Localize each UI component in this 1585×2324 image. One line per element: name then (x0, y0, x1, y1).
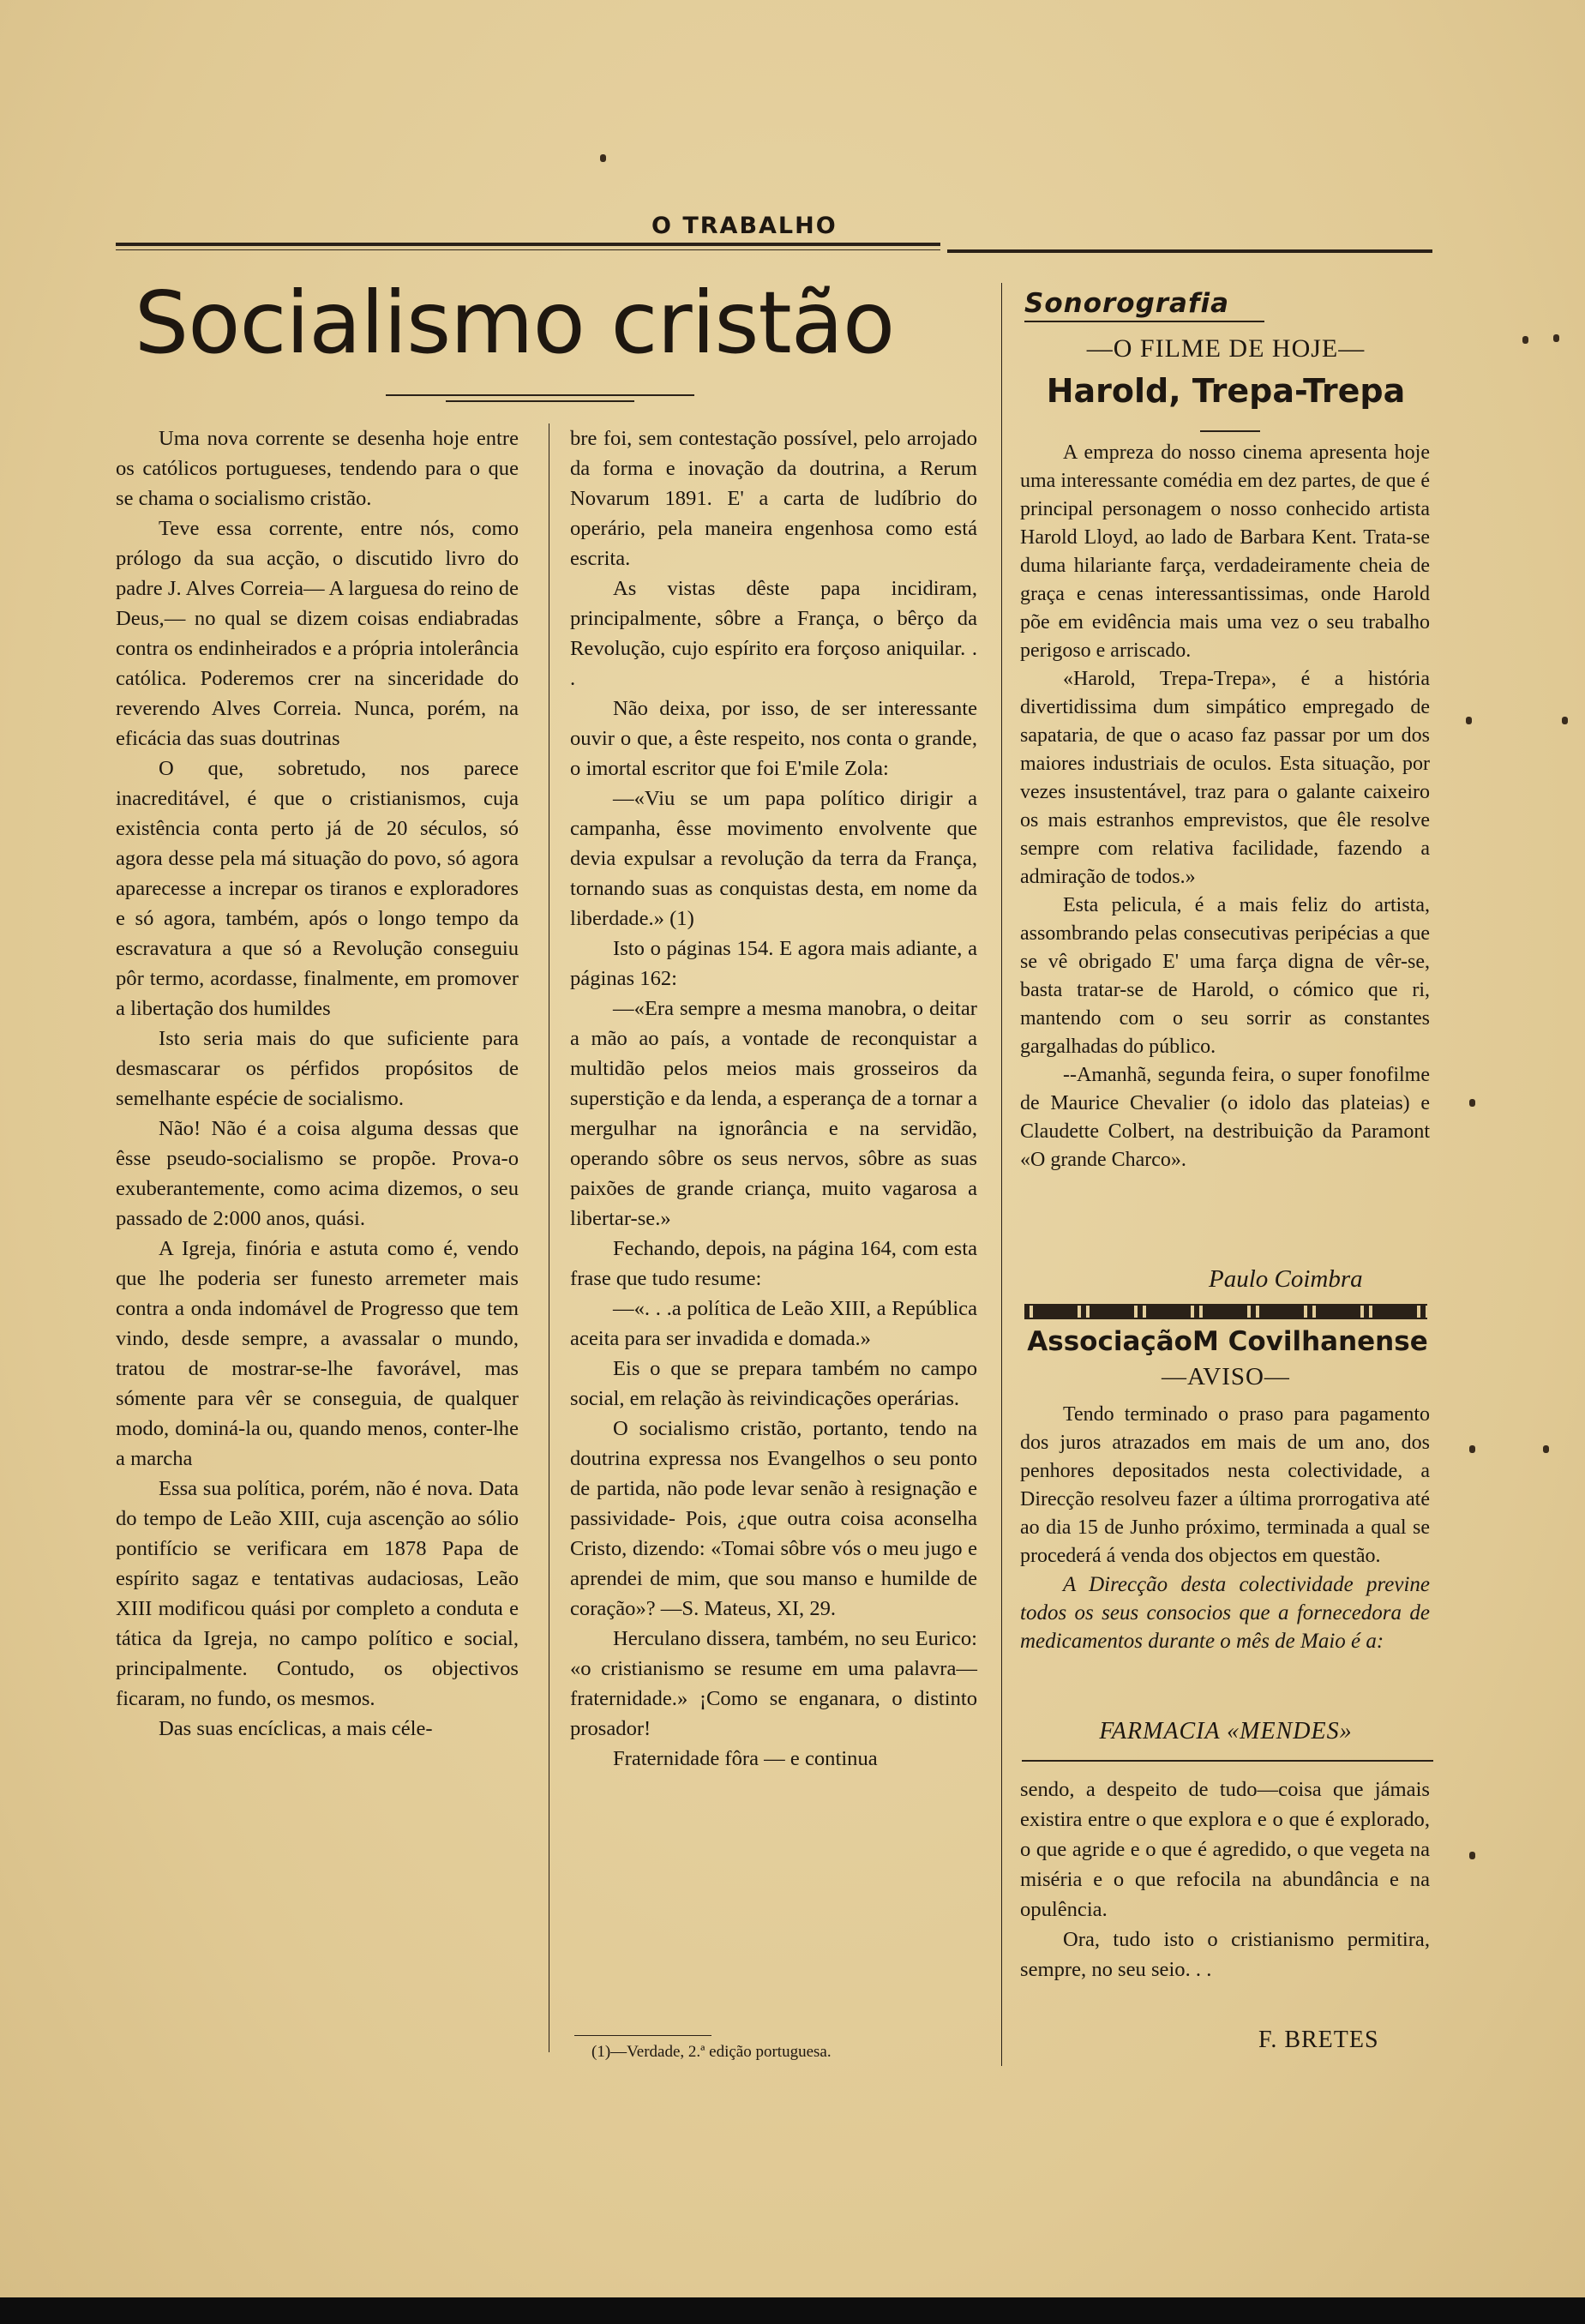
paragraph: Não deixa, por isso, de ser interessante ouvir o que, a êste respeito, nos conta o grande, o imortal escritor que foi E'mile Zola: (570, 697, 977, 780)
paragraph: Teve essa corrente, entre nós, como prólogo da sua acção, o discutido livro do padre J. Alves Correia— A larguesa do reino de Deus,— no qual se dizem coisas endiabradas contra os endinheirados e a própria intolerância católica. Poderemos crer na sinceridade do reverendo Alves Correia. Nunca, porém, na eficácia das suas doutrinas (116, 517, 519, 750)
paragraph: Isto o páginas 154. E agora mais adiante, a páginas 162: (570, 937, 977, 990)
footnote-rule (574, 2035, 711, 2036)
article-column-1 (116, 423, 519, 1744)
quote-paragraph: —«. . .a política de Leão XIII, a República aceita para ser invadida e domada.» (570, 1297, 977, 1350)
section-title: Sonorografia (1024, 288, 1230, 319)
header-rule-right (947, 249, 1432, 253)
paragraph: As vistas dêste papa incidiram, principalmente, sôbre a França, o bêrço da Revolução, cujo espírito era forçoso aniquilar. . . (570, 577, 977, 690)
paragraph: Isto seria mais do que suficiente para desmascarar os pérfidos propósitos de semelhante espécie de socialismo. (116, 1027, 519, 1110)
paragraph: O que, sobretudo, nos parece inacreditável, é que o cristianismos, cuja existência conta perto já de 20 séculos, só agora desse pela má situação do povo, só agora aparecesse a increpar os tiranos e exploradores e só agora, também, após o longo tempo da escravatura a que só a Revolução conseguiu pôr termo, acordasse, finalmente, em promover a libertação dos humildes (116, 757, 519, 1020)
pharmacy-name: FARMACIA «MENDES» (1099, 1718, 1353, 1745)
paragraph: --Amanhã, segunda feira, o super fonofilme de Maurice Chevalier (o idolo das plateias) e Claudette Colbert, na destribuição da Paramont «O grande Charco». (1020, 1064, 1430, 1171)
headline-rule-short (446, 400, 634, 402)
headline-rule (386, 394, 694, 396)
paragraph: O socialismo cristão, portanto, tendo na doutrina expressa nos Evangelhos o seu ponto de partida, não pode levar senão à resignação e passividade- Pois, ¿que outra coisa aconselha Cristo, dizendo: «Tomai sôbre vós o meu jugo e aprendei de mim, que sou manso e humilde de coração»? —S. Mateus, XI, 29. (570, 1417, 977, 1620)
article-column-3 (1020, 1775, 1430, 1985)
ink-speck (600, 154, 606, 162)
paragraph: Esta pelicula, é a mais feliz do artista, assombrando pelas consecutivas peripécias a que se vê obrigado E' uma farça digna de vêr-se, basta tratar-se de Harold, o cómico que ri, mantendo com o seu sorrir as constantes gargalhadas do público. (1020, 894, 1430, 1058)
ink-speck (1543, 1445, 1549, 1453)
paragraph: A empreza do nosso cinema apresenta hoje uma interessante comédia em dez partes, de que é principal personagem o nosso conhecido artista Harold Lloyd, ao lado de Barbara Kent. Trata-se duma hilariante farça, verdadeiramente cheia de graça e cenas interessantissimas, onde Harold põe em evidência mais uma vez o seu trabalho perigoso e arriscado. (1020, 441, 1430, 662)
paragraph: Das suas encíclicas, a mais céle- (159, 1717, 433, 1740)
footnote: (1)—Verdade, 2.ª edição portuguesa. (591, 2043, 832, 2061)
ink-speck (1469, 1852, 1475, 1859)
quote-paragraph: —«Viu se um papa político dirigir a campanha, êsse movimento envolvente que devia expulsar a revolução da terra da França, tornando suas as conquistas desta, em nome da liberdade.» (1) (570, 787, 977, 930)
ink-speck (1522, 336, 1528, 344)
section-end-rule (1022, 1760, 1433, 1762)
header-rule (116, 243, 940, 246)
film-headline-rule (1200, 430, 1260, 432)
paragraph: bre foi, sem contestação possível, pelo arrojado da forma e inovação da doutrina, a Rerum Novarum 1891. E' a carta de ludíbrio do operário, pela maneira engenhosa como está escrita. (570, 427, 977, 570)
film-signature: Paulo Coimbra (1209, 1265, 1363, 1293)
paragraph: Ora, tudo isto o cristianismo permitira, sempre, no seu seio. . . (1020, 1928, 1430, 1981)
paragraph: Eis o que se prepara também no campo social, em relação às reivindicações operárias. (570, 1357, 977, 1410)
column-rule (1001, 283, 1002, 2066)
film-headline: Harold, Trepa-Trepa (1046, 372, 1406, 410)
article-headline: Socialismo cristão (134, 273, 895, 373)
article-author: F. BRETES (1258, 2027, 1379, 2053)
ink-speck (1553, 334, 1559, 342)
paragraph: Fraternidade fôra — e continua (613, 1747, 878, 1770)
masthead-paper-name: O TRABALHO (651, 213, 838, 239)
header-rule-thin (116, 249, 940, 250)
section-divider (1024, 1304, 1427, 1319)
paragraph: A Igreja, finória e astuta como é, vendo que lhe poderia ser funesto arremeter mais contra a onda indomável de Progresso que tem vindo, desde sempre, a avassalar o mundo, tratou de mostrar-se-lhe favorável, mas sómente para vêr se conseguia, de qualquer modo, dominá-la ou, quando menos, conter-lhe a marcha (116, 1237, 519, 1470)
section-title-rule (1024, 321, 1264, 322)
paragraph: Fechando, depois, na página 164, com esta frase que tudo resume: (570, 1237, 977, 1290)
paragraph: sendo, a despeito de tudo—coisa que jámais existira entre o que explora e o que é explorado, o que agride e o que é agredido, o que vegeta na miséria e o que refocila na abundância e na opulência. (1020, 1778, 1430, 1921)
notice-title: AssociaçãoM Covilhanense (1027, 1326, 1428, 1357)
ink-speck (1469, 1445, 1475, 1453)
section-kicker: —O FILME DE HOJE— (1086, 334, 1366, 363)
scan-border (0, 2297, 1585, 2324)
ink-speck (1466, 717, 1472, 724)
paragraph: Essa sua política, porém, não é nova. Data do tempo de Leão XIII, cuja ascenção ao sólio pontifício se verificara em 1878 Papa de espírito sagaz e tentativas audaciosas, Leão XIII modificou quási por completo a conduta e tática da Igreja, no campo político e social, principalmente. Contudo, os objectivos ficaram, no fundo, os mesmos. (116, 1477, 519, 1710)
paragraph: «Harold, Trepa-Trepa», é a história divertidissima dum simpático empregado de sapataria, de que o acaso faz passar por um dos maiores industriais de oculos. Esta situação, por vezes insustentável, traz para o galante caixeiro os mais estranhos emprevistos, que êle resolve sempre com relativa facilidade, fazendo a admiração de todos.» (1020, 668, 1430, 888)
paragraph: Tendo terminado o praso para pagamento dos juros atrazados em mais de um ano, dos penhores depositados nesta colectividade, a Direcção resolveu fazer a última prorrogativa até ao dia 15 de Junho próximo, terminada a qual se procederá á venda dos objectos em questão. (1020, 1403, 1430, 1567)
quote-paragraph: —«Era sempre a mesma manobra, o deitar a mão ao país, a vontade de reconquistar a multidão pelos meios mais grosseiros da superstição e da lenda, a esperança de a tornar a mergulhar na ignorância e na servidão, operando sôbre os seus nervos, sôbre as suas paixões de grande criança, muito vagarosa a libertar-se.» (570, 997, 977, 1230)
ink-speck (1562, 717, 1568, 724)
article-column-2 (570, 423, 977, 1774)
italic-note: A Direcção desta colectividade previne todos os seus consocios que a fornecedora de medicamentos durante o mês de Maio é a: (1020, 1573, 1430, 1653)
film-column-text (1020, 439, 1430, 1174)
notice-body (1020, 1401, 1430, 1655)
paragraph: Herculano dissera, também, no seu Eurico: «o cristianismo se resume em uma palavra—fraternidade.» ¡Como se enganara, o distinto prosador! (570, 1627, 977, 1740)
paragraph: Uma nova corrente se desenha hoje entre os católicos portugueses, tendendo para o que se chama o socialismo cristão. (116, 427, 519, 510)
ink-speck (1469, 1099, 1475, 1107)
paragraph: Não! Não é a coisa alguma dessas que êsse pseudo-socialismo se propõe. Prova-o exuberantemente, como acima dizemos, o seu passado de 2:000 anos, quási. (116, 1117, 519, 1230)
notice-subtitle: —AVISO— (1162, 1363, 1290, 1390)
